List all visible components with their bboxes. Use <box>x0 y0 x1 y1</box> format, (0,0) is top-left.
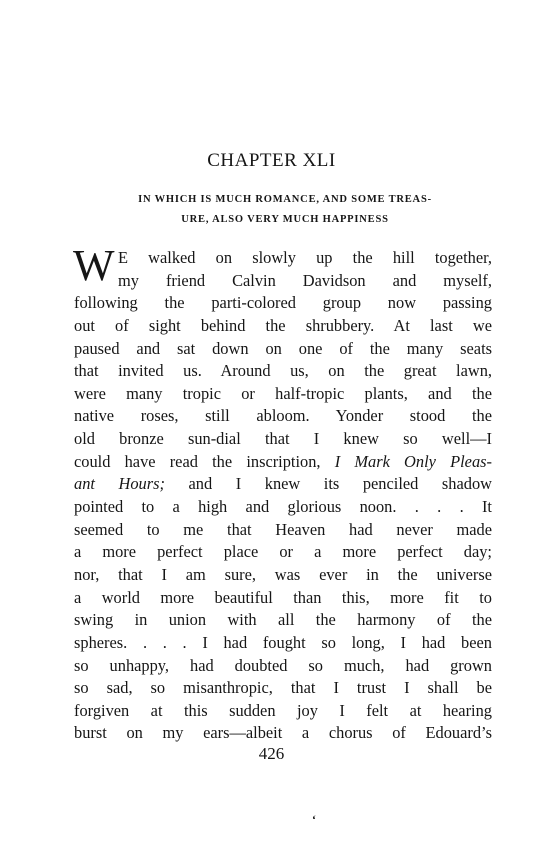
text-line: were many tropic or half-tropic plants, and the <box>74 383 492 403</box>
text-line: burst on my ears—albeit a chorus of Edouard’s <box>74 723 492 743</box>
inscription-text: ant Hours; <box>74 474 165 494</box>
text-segment: could have read the inscription, <box>74 451 321 471</box>
chapter-title: CHAPTER XLI <box>207 150 336 171</box>
text-line: paused and sat down on one of the many seats <box>74 338 492 358</box>
text-segment: and I knew its penciled shadow <box>164 474 492 494</box>
chapter-subtitle <box>72 190 498 230</box>
text-line-with-inscription <box>74 451 492 474</box>
text-line: following the parti-colored group now passing <box>74 293 492 313</box>
page-number: 426 <box>258 744 285 763</box>
chapter-body <box>73 241 492 745</box>
text-line-with-inscription <box>74 473 492 496</box>
text-line: E walked on slowly up the hill together, <box>118 248 492 267</box>
text-line: that invited us. Around us, on the great lawn, <box>74 361 492 381</box>
text-line: swing in union with all the harmony of the <box>74 610 492 630</box>
subtitle-line: IN WHICH IS MUCH ROMANCE, AND SOME TREAS- <box>138 194 432 205</box>
text-line: native roses, still abloom. Yonder stood the <box>74 406 492 426</box>
text-line: pointed to a high and glorious noon. . . . It <box>74 497 492 517</box>
text-line: seemed to me that Heaven had never made <box>74 519 492 539</box>
text-line: forgiven at this sudden joy I felt at hearing <box>74 700 492 720</box>
text-line: a more perfect place or a more perfect day; <box>74 542 492 562</box>
text-line: out of sight behind the shrubbery. At last we <box>74 315 492 335</box>
text-line: nor, that I am sure, was ever in the universe <box>74 564 492 584</box>
stray-mark: ‘ <box>312 812 316 826</box>
text-line: my friend Calvin Davidson and myself, <box>118 270 492 290</box>
inscription-text: I Mark Only Pleas- <box>334 451 492 471</box>
drop-cap: W <box>73 241 115 290</box>
text-line: so sad, so misanthropic, that I trust I shall be <box>74 678 492 698</box>
text-line: old bronze sun-dial that I knew so well—I <box>74 429 492 449</box>
text-line: a world more beautiful than this, more fit to <box>74 587 492 607</box>
text-line: spheres. . . . I had fought so long, I had been <box>74 632 492 652</box>
text-line: so unhappy, had doubted so much, had grown <box>74 655 492 675</box>
subtitle-line: URE, ALSO VERY MUCH HAPPINESS <box>181 214 389 225</box>
